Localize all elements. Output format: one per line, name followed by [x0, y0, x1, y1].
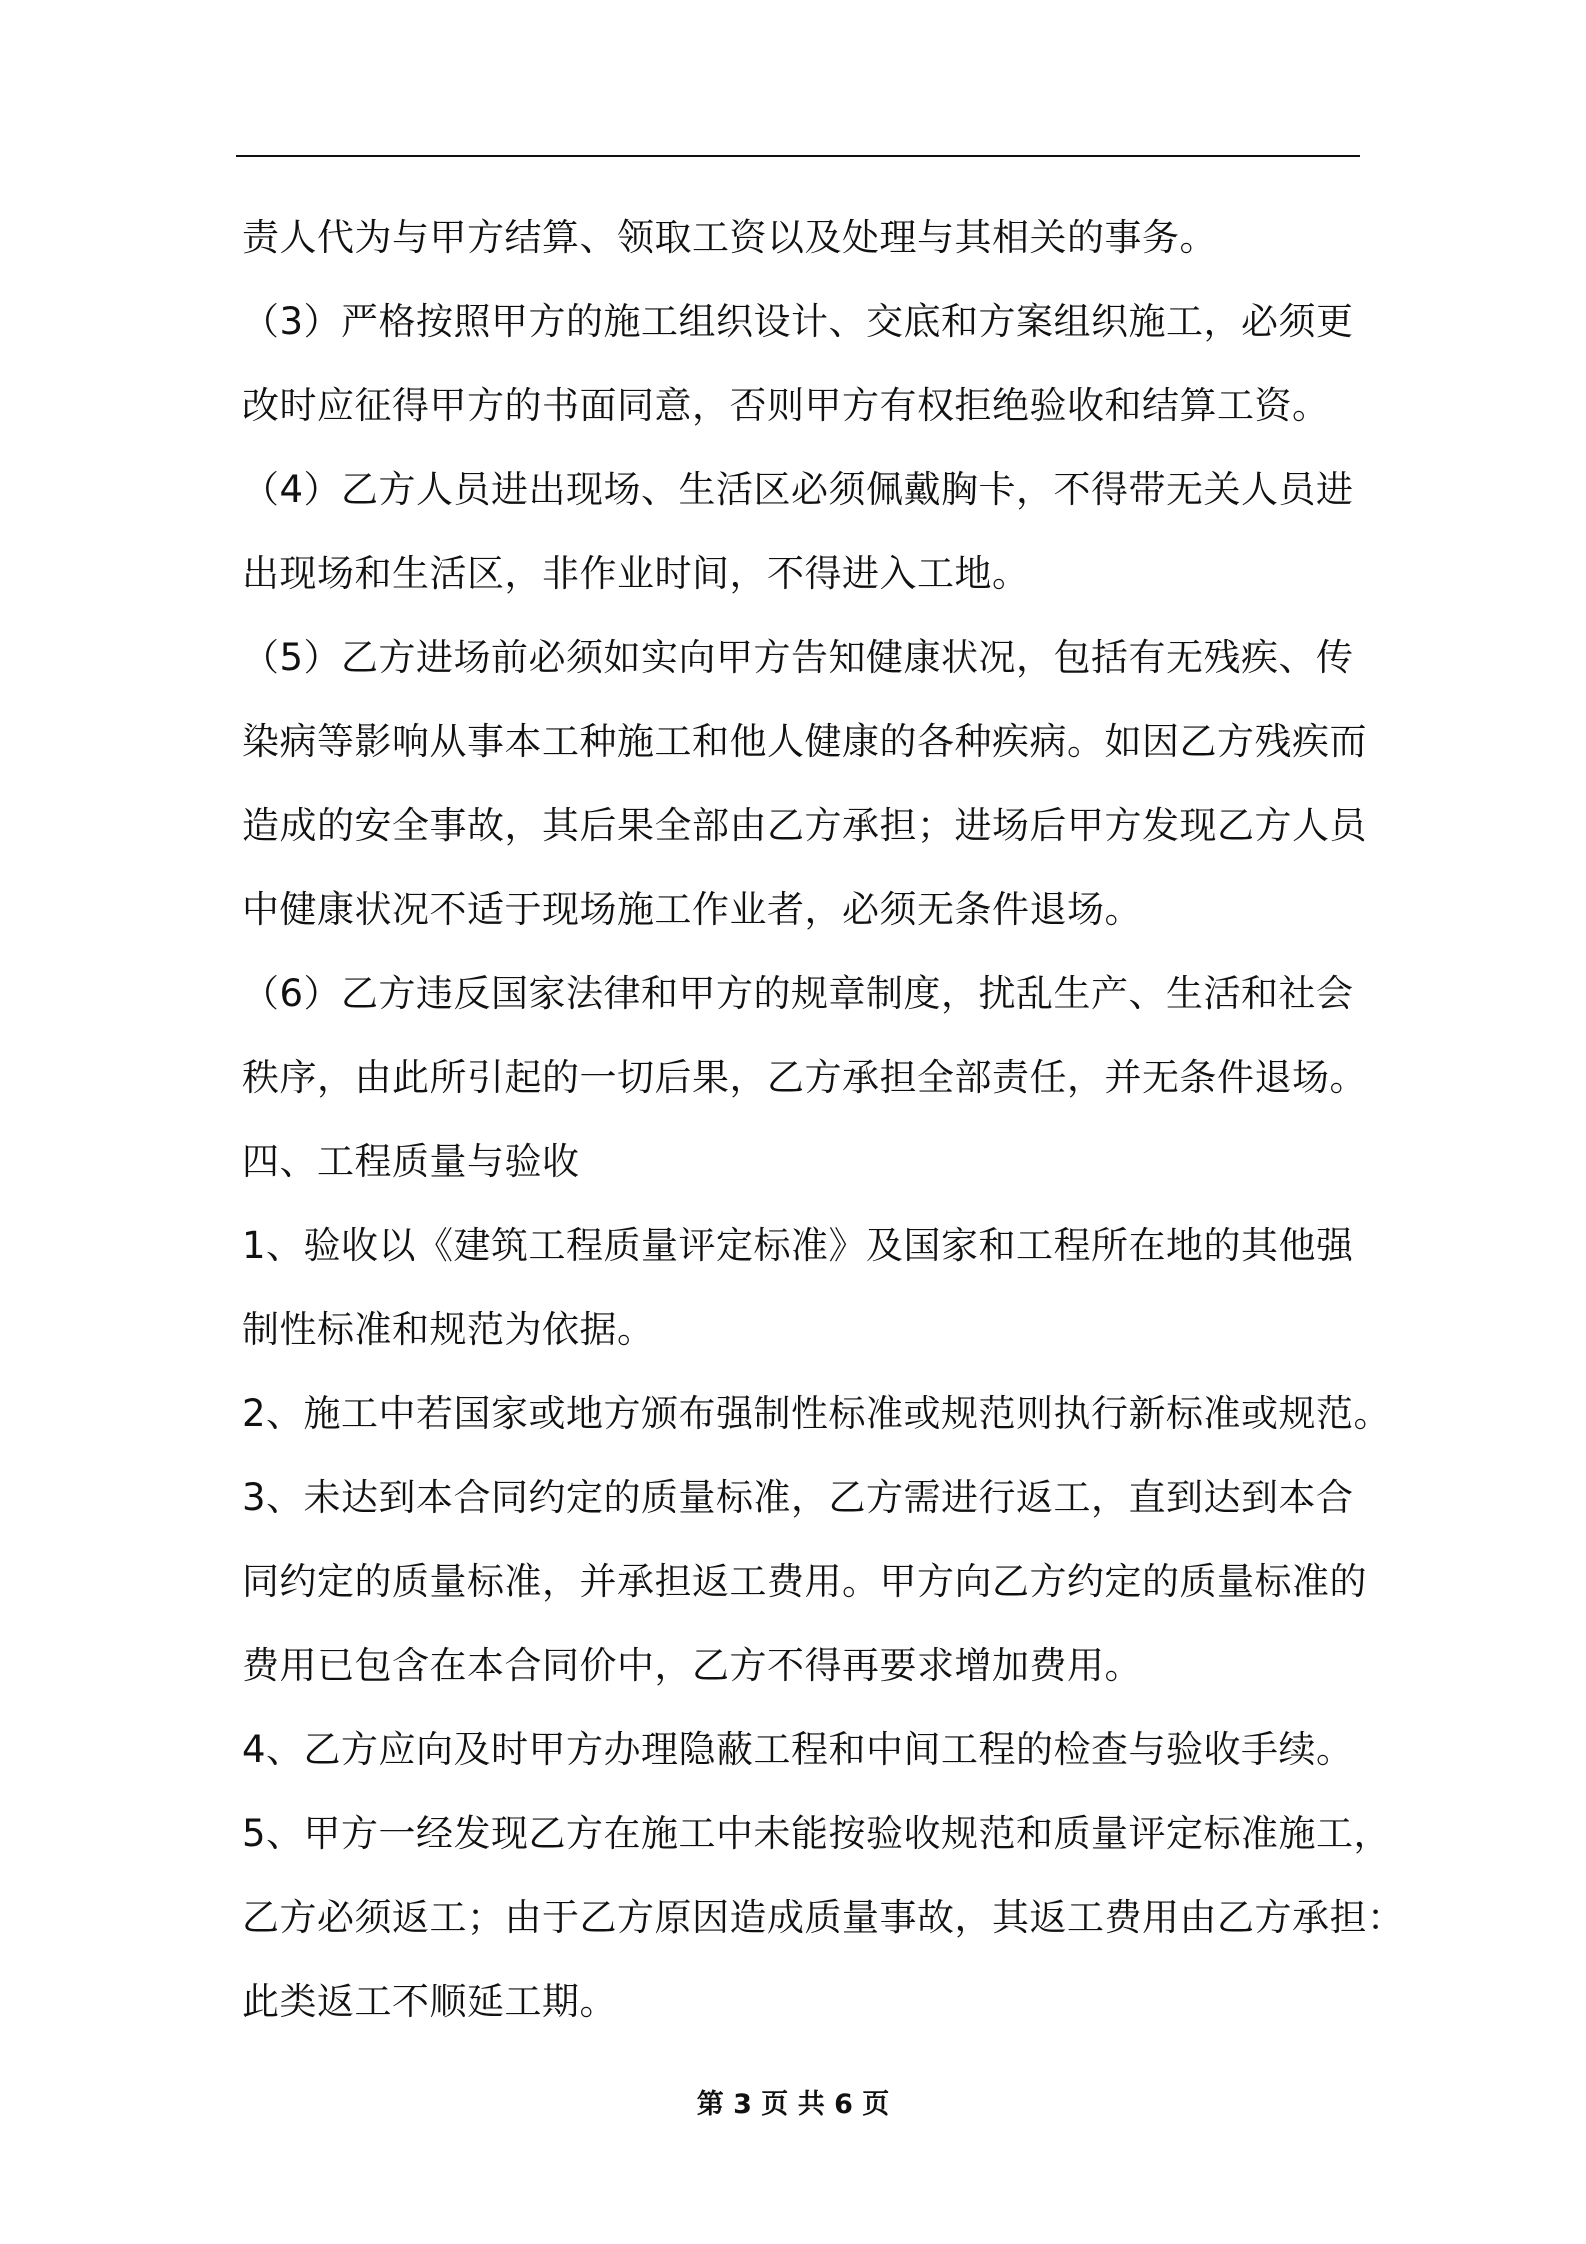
text-line: 秩序，由此所引起的一切后果，乙方承担全部责任，并无条件退场。 — [242, 1056, 1367, 1099]
document-body — [242, 196, 1405, 2044]
text-line: 3、未达到本合同约定的质量标准，乙方需进行返工，直到达到本合 — [242, 1476, 1354, 1519]
text-line: 乙方必须返工；由于乙方原因造成质量事故，其返工费用由乙方承担： — [242, 1896, 1405, 1939]
text-line: 4、乙方应向及时甲方办理隐蔽工程和中间工程的检查与验收手续。 — [242, 1728, 1354, 1771]
header-rule — [236, 155, 1360, 157]
text-line: （6）乙方违反国家法律和甲方的规章制度，扰乱生产、生活和社会 — [242, 972, 1354, 1015]
section-heading: 四、工程质量与验收 — [242, 1140, 580, 1183]
text-line: 责人代为与甲方结算、领取工资以及处理与其相关的事务。 — [242, 216, 1217, 259]
page-number-footer: 第 3 页 共 6 页 — [696, 2089, 890, 2120]
text-line: （5）乙方进场前必须如实向甲方告知健康状况，包括有无残疾、传 — [242, 636, 1354, 679]
text-line: 此类返工不顺延工期。 — [242, 1980, 617, 2023]
text-line: 改时应征得甲方的书面同意，否则甲方有权拒绝验收和结算工资。 — [242, 384, 1330, 427]
text-line: 出现场和生活区，非作业时间，不得进入工地。 — [242, 552, 1030, 595]
text-line: （3）严格按照甲方的施工组织设计、交底和方案组织施工，必须更 — [242, 300, 1354, 343]
text-line: 中健康状况不适于现场施工作业者，必须无条件退场。 — [242, 888, 1142, 931]
text-line: （4）乙方人员进出现场、生活区必须佩戴胸卡，不得带无关人员进 — [242, 468, 1354, 511]
text-line: 1、验收以《建筑工程质量评定标准》及国家和工程所在地的其他强 — [242, 1224, 1354, 1267]
text-line: 染病等影响从事本工种施工和他人健康的各种疾病。如因乙方残疾而 — [242, 720, 1367, 763]
text-line: 2、施工中若国家或地方颁布强制性标准或规范则执行新标准或规范。 — [242, 1392, 1392, 1435]
text-line: 制性标准和规范为依据。 — [242, 1308, 655, 1351]
text-line: 5、甲方一经发现乙方在施工中未能按验收规范和质量评定标准施工， — [242, 1812, 1392, 1855]
text-line: 同约定的质量标准，并承担返工费用。甲方向乙方约定的质量标准的 — [242, 1560, 1367, 1603]
text-line: 造成的安全事故，其后果全部由乙方承担；进场后甲方发现乙方人员 — [242, 804, 1367, 847]
text-line: 费用已包含在本合同价中，乙方不得再要求增加费用。 — [242, 1644, 1142, 1687]
